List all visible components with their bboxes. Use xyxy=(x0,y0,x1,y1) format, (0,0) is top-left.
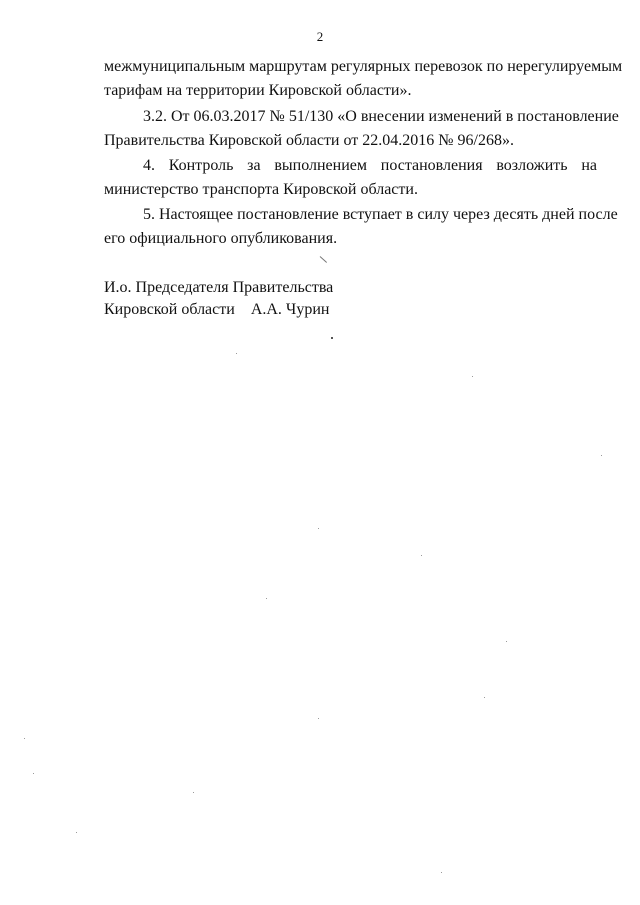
item-4-line-1: 4. Контроль за выполнением постановления возложить на xyxy=(143,157,597,174)
scan-speck xyxy=(506,641,507,642)
scan-speck xyxy=(193,792,194,793)
scan-speck xyxy=(421,555,422,556)
signature-region: Кировской области xyxy=(104,301,235,318)
scan-stroke-mark xyxy=(320,256,327,263)
scan-speck xyxy=(318,528,319,529)
scan-speck xyxy=(441,872,442,873)
signature-line xyxy=(104,300,329,320)
page-number: 2 xyxy=(316,29,324,44)
item-5-line-1: 5. Настоящее постановление вступает в силу через десять дней после xyxy=(143,206,618,223)
item-5-line-2: его официального опубликования. xyxy=(104,230,338,247)
item-3-2-line-2: Правительства Кировской области от 22.04.2016 № 96/268». xyxy=(104,132,514,149)
item-4-line-2: министерство транспорта Кировской области. xyxy=(104,181,418,198)
item-3-2-line-1: 3.2. От 06.03.2017 № 51/130 «О внесении изменений в постановление xyxy=(143,108,619,125)
scan-speck xyxy=(24,738,25,739)
scan-speck xyxy=(33,773,34,774)
scan-speck xyxy=(318,718,319,719)
scan-speck xyxy=(76,832,77,833)
scan-speck xyxy=(484,697,485,698)
scan-speck xyxy=(472,376,473,377)
scan-speck xyxy=(601,455,602,456)
scan-speck xyxy=(331,337,333,339)
signature-title: И.о. Председателя Правительства xyxy=(104,279,334,296)
scan-speck xyxy=(266,598,267,599)
continuation-line-1: межмуниципальным маршрутам регулярных перевозок по нерегулируемым xyxy=(104,58,623,75)
continuation-line-2: тарифам на территории Кировской области». xyxy=(104,82,412,99)
scan-speck xyxy=(236,353,237,354)
signature-name: А.А. Чурин xyxy=(250,301,330,318)
